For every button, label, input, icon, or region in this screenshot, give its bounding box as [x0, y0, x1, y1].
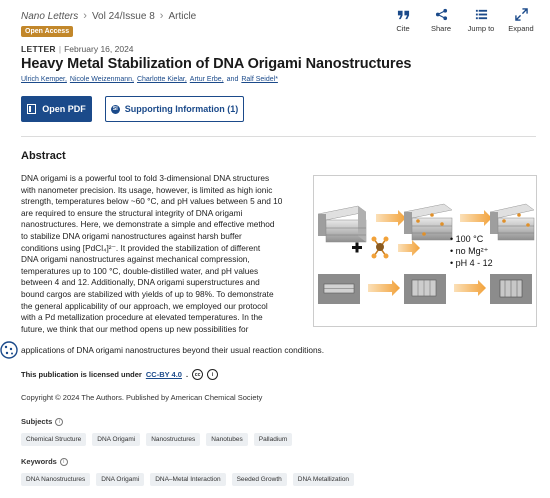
abstract-line: strength, temperatures below ~60 °C, and pH values between 5 and 10 — [21, 196, 283, 207]
abstract-line: DNA origami nanostructures against mechanical compression, — [21, 254, 250, 265]
author-link[interactable]: Ralf Seidel* — [241, 76, 278, 83]
author-link[interactable]: Artur Erbe, — [189, 76, 224, 83]
cite-label: Cite — [396, 24, 410, 33]
author-link[interactable]: Ulrich Kemper, — [21, 76, 67, 83]
subject-chip[interactable]: Chemical Structure — [21, 433, 86, 446]
open-pdf-button[interactable] — [21, 96, 92, 122]
abstract-text — [21, 173, 325, 355]
condition-temperature: • 100 °C — [450, 234, 484, 244]
copyright-notice: Copyright © 2024 The Authors. Published by American Chemical Society — [21, 393, 263, 402]
abstract-line: DNA origami is a powerful tool to fold 3-dimensional DNA structures — [21, 173, 270, 183]
condition-magnesium: • no Mg²⁺ — [450, 246, 489, 256]
arrow-icon — [454, 280, 486, 296]
open-access-badge: Open Access — [21, 26, 73, 37]
subject-chip[interactable]: Nanostructures — [146, 433, 200, 446]
toc-graphic[interactable] — [313, 175, 537, 327]
abstract-line: the general applicability of our approach, we employed our protocol — [21, 300, 268, 311]
section-divider — [21, 136, 536, 137]
share-icon — [435, 8, 448, 21]
keywords-heading — [21, 457, 68, 466]
origami-bundle-left — [318, 206, 366, 242]
subjects-label: Subjects — [21, 417, 53, 426]
jump-to-button[interactable] — [464, 8, 498, 33]
arrow-icon — [368, 280, 400, 296]
abstract-line: bound cargos are stabilized with yields of up to 98%. To demonstrate — [21, 288, 274, 299]
origami-bundle-middle — [404, 204, 452, 240]
share-label: Share — [430, 24, 451, 33]
abstract-line: to stabilize DNA origami nanostructures against harsh buffer — [21, 230, 242, 241]
quote-icon — [397, 8, 410, 21]
chevron-right-icon: › — [159, 10, 164, 22]
expand-button[interactable] — [506, 8, 536, 33]
subject-chip[interactable]: Nanotubes — [206, 433, 247, 446]
tem-image-right — [490, 274, 532, 304]
supporting-information-button[interactable] — [105, 96, 244, 122]
subjects-list — [21, 433, 292, 446]
creative-commons-icon: cc — [192, 369, 203, 380]
author-conjunction: and — [226, 76, 239, 83]
abstract-heading: Abstract — [21, 150, 66, 162]
license-link[interactable]: CC-BY 4.0 — [145, 370, 182, 379]
supporting-info-icon: SI — [111, 105, 120, 114]
abstract-line: with nanometer precision. Its usage, however, is limited as high ionic — [21, 184, 273, 195]
keyword-chip[interactable]: DNA Origami — [96, 473, 144, 486]
keyword-chip[interactable]: DNA Metallization — [293, 473, 354, 486]
plus-icon — [352, 243, 362, 253]
arrow-icon — [398, 240, 420, 256]
expand-label: Expand — [508, 24, 534, 33]
breadcrumb-volume[interactable]: Vol 24/Issue 8 — [91, 10, 155, 22]
license-suffix: . — [185, 370, 189, 379]
cite-button[interactable] — [388, 8, 418, 33]
info-icon[interactable]: i — [60, 458, 68, 466]
abstract-line: are required to ensure the structural integrity of DNA origami — [21, 207, 243, 218]
license-prefix: This publication is licensed under — [21, 370, 142, 379]
supporting-information-label: Supporting Information (1) — [124, 104, 239, 114]
keywords-label: Keywords — [21, 457, 57, 466]
share-button[interactable] — [426, 8, 456, 33]
keyword-chip[interactable]: DNA–Metal Interaction — [150, 473, 225, 486]
publish-date: February 16, 2024 — [64, 44, 134, 54]
breadcrumb-journal[interactable]: Nano Letters — [21, 10, 79, 22]
breadcrumb-section: Article — [168, 10, 197, 22]
jump-to-label: Jump to — [467, 24, 495, 33]
open-pdf-label: Open PDF — [42, 104, 86, 114]
breadcrumb — [21, 10, 196, 22]
abstract-line: nanostructures. Here, we demonstrate a simple and effective method — [21, 219, 275, 230]
article-type: LETTER — [21, 44, 56, 54]
abstract-line: temperatures up to 100 °C, double-distilled water, and pH values — [21, 265, 259, 276]
origami-bundle-right — [490, 204, 534, 240]
tem-image-middle — [404, 274, 446, 304]
abstract-line: applications of DNA origami nanostructures beyond their usual reaction conditions. — [21, 345, 325, 355]
arrow-icon — [376, 210, 406, 226]
tem-image-left — [318, 274, 360, 304]
keyword-chip[interactable]: Seeded Growth — [232, 473, 287, 486]
expand-icon — [515, 8, 528, 21]
subject-chip[interactable]: Palladium — [254, 433, 293, 446]
license-statement — [21, 369, 218, 380]
pdf-document-icon — [27, 104, 36, 114]
subjects-heading — [21, 417, 63, 426]
list-icon — [475, 8, 488, 21]
article-meta — [21, 44, 134, 54]
article-title: Heavy Metal Stabilization of DNA Origami Nanostructures — [21, 56, 412, 72]
abstract-line: between 4 and 12. Additionally, DNA origami superstructures and — [21, 277, 260, 288]
arrow-icon — [460, 210, 492, 226]
chevron-right-icon: › — [83, 10, 87, 22]
author-list — [21, 76, 278, 83]
author-link[interactable]: Nicole Weizenmann, — [69, 76, 134, 83]
abstract-line: future, we think that our method opens up new possibilities for — [21, 323, 249, 334]
article-toolbar — [388, 8, 536, 33]
toc-figure — [314, 176, 536, 326]
keyword-chip[interactable]: DNA Nanostructures — [21, 473, 90, 486]
attribution-icon: i — [207, 369, 218, 380]
condition-ph: • pH 4 - 12 — [450, 258, 493, 268]
abstract-line: with a Pd metallization procedure at elevated temperatures. In the — [21, 312, 263, 323]
subject-chip[interactable]: DNA Origami — [92, 433, 140, 446]
abstract-line: conditions using [PdCl₄]²⁻. It provided the stabilization of different — [21, 242, 261, 253]
meta-divider: | — [58, 44, 62, 54]
author-link[interactable]: Charlotte Kielar, — [136, 76, 187, 83]
pdcl4-molecule-icon — [372, 237, 389, 259]
keywords-list — [21, 473, 354, 486]
cookie-settings-icon[interactable] — [0, 341, 18, 359]
info-icon[interactable]: i — [55, 418, 63, 426]
